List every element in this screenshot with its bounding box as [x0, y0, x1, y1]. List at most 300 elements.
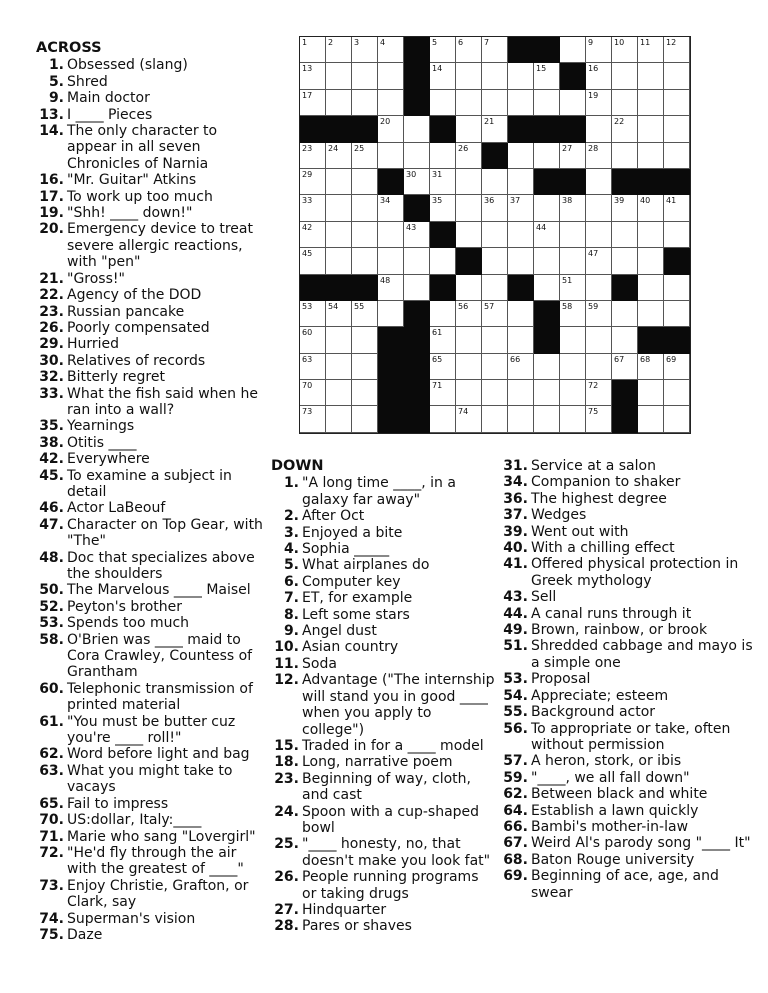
- grid-cell[interactable]: [300, 37, 326, 63]
- grid-cell[interactable]: [430, 354, 456, 380]
- clue-text: A canal runs through it: [531, 605, 692, 622]
- grid-cell[interactable]: [430, 169, 456, 195]
- grid-cell[interactable]: [352, 143, 378, 169]
- clue-number: 34.: [503, 474, 528, 491]
- clue-number: 12.: [274, 672, 299, 689]
- clue-text: Shred: [67, 73, 108, 90]
- cell-number: 74: [458, 407, 469, 417]
- down-clue: [271, 623, 496, 639]
- grid-cell[interactable]: [430, 143, 456, 169]
- down-clue: [500, 770, 762, 786]
- clue-number: 62.: [503, 786, 528, 803]
- cell-number: 60: [302, 328, 313, 338]
- grid-cell[interactable]: [638, 380, 664, 406]
- grid-cell[interactable]: [586, 90, 612, 116]
- grid-cell[interactable]: [378, 37, 404, 63]
- across-clues: [36, 40, 268, 943]
- grid-cell[interactable]: [586, 222, 612, 248]
- cell-number: 15: [536, 64, 547, 74]
- grid-cell[interactable]: [586, 37, 612, 63]
- grid-cell[interactable]: [482, 116, 508, 142]
- grid-cell[interactable]: [456, 406, 482, 432]
- grid-cell[interactable]: [300, 301, 326, 327]
- down-clue: [271, 836, 496, 869]
- grid-cell[interactable]: [456, 37, 482, 63]
- grid-cell[interactable]: [534, 143, 560, 169]
- grid-cell[interactable]: [560, 406, 586, 432]
- black-square: [404, 195, 430, 221]
- grid-cell[interactable]: [456, 275, 482, 301]
- cell-number: 2: [328, 38, 334, 47]
- down-clue: [271, 804, 496, 837]
- grid-cell[interactable]: [560, 275, 586, 301]
- clue-text: Traded in for a ____ model: [302, 737, 484, 754]
- grid-cell[interactable]: [664, 37, 690, 63]
- grid-cell[interactable]: [456, 63, 482, 89]
- grid-cell[interactable]: [482, 354, 508, 380]
- down-clue: [500, 786, 762, 802]
- grid-cell[interactable]: [378, 90, 404, 116]
- grid-cell[interactable]: [482, 301, 508, 327]
- grid-cell[interactable]: [638, 354, 664, 380]
- grid-cell[interactable]: [612, 327, 638, 353]
- clue-text: Doc that specializes above the shoulders: [67, 549, 255, 582]
- down-clue: [271, 525, 496, 541]
- across-clue: [36, 271, 268, 287]
- grid-cell[interactable]: [664, 354, 690, 380]
- down-clue: [271, 508, 496, 524]
- clue-number: 5.: [283, 557, 299, 574]
- grid-cell[interactable]: [430, 380, 456, 406]
- clue-text: Spends too much: [67, 615, 190, 632]
- grid-cell[interactable]: [456, 222, 482, 248]
- grid-cell[interactable]: [664, 222, 690, 248]
- down-clue: [500, 704, 762, 720]
- grid-cell[interactable]: [638, 406, 664, 432]
- grid-cell[interactable]: [638, 63, 664, 89]
- clue-text: Relatives of records: [67, 352, 206, 369]
- grid-cell[interactable]: [560, 37, 586, 63]
- clue-number: 4.: [283, 541, 299, 558]
- grid-cell[interactable]: [638, 116, 664, 142]
- grid-cell[interactable]: [326, 63, 352, 89]
- clue-text: Long, narrative poem: [302, 754, 453, 771]
- clue-number: 11.: [274, 655, 299, 672]
- grid-cell[interactable]: [534, 354, 560, 380]
- grid-cell[interactable]: [326, 195, 352, 221]
- cell-number: 28: [588, 143, 599, 153]
- grid-cell[interactable]: [378, 195, 404, 221]
- grid-cell[interactable]: [586, 116, 612, 142]
- grid-cell[interactable]: [430, 406, 456, 432]
- grid-cell[interactable]: [300, 327, 326, 353]
- grid-cell[interactable]: [378, 63, 404, 89]
- grid-cell[interactable]: [482, 406, 508, 432]
- grid-cell[interactable]: [482, 90, 508, 116]
- clue-text: What the fish said when he ran into a wall?: [67, 385, 258, 418]
- grid-cell[interactable]: [404, 143, 430, 169]
- grid-cell[interactable]: [508, 380, 534, 406]
- grid-cell[interactable]: [664, 380, 690, 406]
- grid-cell[interactable]: [534, 275, 560, 301]
- grid-cell[interactable]: [456, 354, 482, 380]
- grid-cell[interactable]: [352, 195, 378, 221]
- grid-cell[interactable]: [404, 169, 430, 195]
- grid-cell[interactable]: [508, 195, 534, 221]
- grid-cell[interactable]: [352, 248, 378, 274]
- black-square: [378, 354, 404, 380]
- grid-cell[interactable]: [482, 222, 508, 248]
- grid-cell[interactable]: [404, 222, 430, 248]
- grid-cell[interactable]: [612, 248, 638, 274]
- clue-number: 69.: [503, 868, 528, 885]
- down-clue: [271, 754, 496, 770]
- black-square: [430, 116, 456, 142]
- clue-number: 70.: [39, 812, 64, 829]
- grid-cell[interactable]: [456, 195, 482, 221]
- grid-cell[interactable]: [638, 301, 664, 327]
- grid-cell[interactable]: [430, 248, 456, 274]
- grid-cell[interactable]: [456, 90, 482, 116]
- black-square: [612, 406, 638, 432]
- grid-cell[interactable]: [560, 195, 586, 221]
- clue-text: Agency of the DOD: [67, 287, 202, 304]
- grid-cell[interactable]: [638, 222, 664, 248]
- grid-cell[interactable]: [300, 63, 326, 89]
- grid-cell[interactable]: [664, 116, 690, 142]
- clue-number: 33.: [39, 385, 64, 402]
- grid-cell[interactable]: [534, 248, 560, 274]
- grid-cell[interactable]: [352, 37, 378, 63]
- grid-cell[interactable]: [430, 37, 456, 63]
- clue-text: Pares or shaves: [302, 918, 412, 935]
- clue-text: Proposal: [531, 671, 591, 688]
- cell-number: 45: [302, 249, 313, 259]
- clue-text: Peyton's brother: [67, 598, 182, 615]
- clue-number: 74.: [39, 910, 64, 927]
- grid-cell[interactable]: [482, 327, 508, 353]
- clue-number: 31.: [503, 458, 528, 474]
- grid-cell[interactable]: [612, 116, 638, 142]
- black-square: [404, 327, 430, 353]
- grid-cell[interactable]: [352, 327, 378, 353]
- grid-cell[interactable]: [378, 275, 404, 301]
- grid-cell[interactable]: [560, 248, 586, 274]
- black-square: [378, 169, 404, 195]
- grid-cell[interactable]: [534, 222, 560, 248]
- grid-cell[interactable]: [560, 222, 586, 248]
- grid-cell[interactable]: [508, 406, 534, 432]
- grid-cell[interactable]: [352, 406, 378, 432]
- cell-number: 55: [354, 301, 365, 311]
- grid-cell[interactable]: [300, 354, 326, 380]
- cell-number: 24: [328, 143, 339, 153]
- grid-cell[interactable]: [326, 327, 352, 353]
- grid-cell[interactable]: [326, 354, 352, 380]
- clue-text: Character on Top Gear, with "The": [67, 516, 263, 550]
- grid-cell[interactable]: [560, 354, 586, 380]
- cell-number: 25: [354, 143, 365, 153]
- grid-cell[interactable]: [586, 354, 612, 380]
- grid-cell[interactable]: [560, 143, 586, 169]
- grid-cell[interactable]: [560, 380, 586, 406]
- grid-cell[interactable]: [404, 116, 430, 142]
- grid-cell[interactable]: [612, 195, 638, 221]
- grid-cell[interactable]: [534, 406, 560, 432]
- grid-cell[interactable]: [326, 248, 352, 274]
- grid-cell[interactable]: [560, 301, 586, 327]
- grid-cell[interactable]: [430, 90, 456, 116]
- clue-number: 45.: [39, 467, 64, 484]
- black-square: [352, 275, 378, 301]
- clue-text: The highest degree: [531, 490, 667, 507]
- grid-cell[interactable]: [508, 301, 534, 327]
- grid-cell[interactable]: [482, 275, 508, 301]
- grid-cell[interactable]: [430, 301, 456, 327]
- cell-number: 67: [614, 354, 625, 364]
- grid-cell[interactable]: [326, 406, 352, 432]
- clue-number: 50.: [39, 582, 64, 599]
- black-square: [534, 301, 560, 327]
- grid-cell[interactable]: [534, 195, 560, 221]
- grid-cell[interactable]: [352, 169, 378, 195]
- grid-cell[interactable]: [456, 143, 482, 169]
- grid-cell[interactable]: [300, 143, 326, 169]
- grid-cell[interactable]: [482, 63, 508, 89]
- grid-cell[interactable]: [430, 63, 456, 89]
- cell-number: 53: [302, 301, 313, 311]
- grid-cell[interactable]: [326, 143, 352, 169]
- grid-cell[interactable]: [326, 90, 352, 116]
- across-clue: [36, 336, 268, 352]
- black-square: [300, 275, 326, 301]
- grid-cell[interactable]: [456, 380, 482, 406]
- grid-cell[interactable]: [326, 37, 352, 63]
- grid-cell[interactable]: [300, 195, 326, 221]
- grid-cell[interactable]: [560, 90, 586, 116]
- grid-cell[interactable]: [456, 327, 482, 353]
- grid-cell[interactable]: [404, 275, 430, 301]
- grid-cell[interactable]: [534, 63, 560, 89]
- clue-number: 43.: [503, 589, 528, 606]
- clue-text: Poorly compensated: [67, 319, 210, 336]
- clue-number: 17.: [39, 188, 64, 205]
- grid-cell[interactable]: [300, 222, 326, 248]
- black-square: [612, 275, 638, 301]
- across-clue: [36, 386, 268, 419]
- grid-cell[interactable]: [534, 380, 560, 406]
- grid-cell[interactable]: [664, 406, 690, 432]
- cell-number: 43: [406, 222, 417, 232]
- black-square: [456, 248, 482, 274]
- grid-cell[interactable]: [300, 380, 326, 406]
- grid-cell[interactable]: [300, 90, 326, 116]
- grid-cell[interactable]: [638, 37, 664, 63]
- clue-text: "He'd fly through the air with the greatest of ____": [67, 844, 244, 878]
- grid-cell[interactable]: [456, 116, 482, 142]
- grid-cell[interactable]: [612, 37, 638, 63]
- cell-number: 31: [432, 169, 443, 179]
- clue-number: 64.: [503, 802, 528, 819]
- grid-cell[interactable]: [352, 63, 378, 89]
- grid-cell[interactable]: [534, 90, 560, 116]
- grid-cell[interactable]: [352, 354, 378, 380]
- down-clue: [271, 607, 496, 623]
- grid-cell[interactable]: [586, 248, 612, 274]
- grid-cell[interactable]: [508, 248, 534, 274]
- clue-number: 29.: [39, 336, 64, 353]
- cell-number: 63: [302, 354, 313, 364]
- grid-cell[interactable]: [378, 222, 404, 248]
- grid-cell[interactable]: [378, 301, 404, 327]
- grid-cell[interactable]: [378, 116, 404, 142]
- grid-cell[interactable]: [638, 275, 664, 301]
- grid-cell[interactable]: [612, 301, 638, 327]
- grid-cell[interactable]: [326, 169, 352, 195]
- clue-number: 23.: [39, 303, 64, 320]
- clue-number: 66.: [503, 818, 528, 835]
- grid-cell[interactable]: [482, 37, 508, 63]
- grid-cell[interactable]: [352, 380, 378, 406]
- grid-cell[interactable]: [482, 169, 508, 195]
- grid-cell[interactable]: [430, 195, 456, 221]
- grid-cell[interactable]: [612, 63, 638, 89]
- grid-cell[interactable]: [352, 222, 378, 248]
- clue-number: 3.: [283, 524, 299, 541]
- grid-cell[interactable]: [638, 248, 664, 274]
- clue-number: 39.: [503, 523, 528, 540]
- grid-cell[interactable]: [482, 195, 508, 221]
- grid-cell[interactable]: [612, 354, 638, 380]
- grid-cell[interactable]: [456, 169, 482, 195]
- grid-cell[interactable]: [586, 63, 612, 89]
- grid-cell[interactable]: [586, 406, 612, 432]
- cell-number: 3: [354, 38, 360, 47]
- grid-cell[interactable]: [560, 327, 586, 353]
- grid-cell[interactable]: [456, 301, 482, 327]
- grid-cell[interactable]: [352, 301, 378, 327]
- grid-cell[interactable]: [300, 406, 326, 432]
- grid-cell[interactable]: [664, 275, 690, 301]
- grid-cell[interactable]: [638, 90, 664, 116]
- clue-number: 20.: [39, 221, 64, 238]
- clue-text: With a chilling effect: [531, 540, 675, 557]
- grid-cell[interactable]: [586, 143, 612, 169]
- clue-number: 41.: [503, 556, 528, 573]
- grid-cell[interactable]: [378, 248, 404, 274]
- grid-cell[interactable]: [586, 195, 612, 221]
- grid-cell[interactable]: [664, 143, 690, 169]
- grid-cell[interactable]: [352, 90, 378, 116]
- grid-cell[interactable]: [508, 90, 534, 116]
- cell-number: 51: [562, 275, 573, 285]
- clue-number: 13.: [39, 106, 64, 123]
- across-clue: [36, 418, 268, 434]
- cell-number: 48: [380, 275, 391, 285]
- grid-cell[interactable]: [664, 63, 690, 89]
- cell-number: 4: [380, 38, 386, 47]
- grid-cell[interactable]: [612, 222, 638, 248]
- grid-cell[interactable]: [508, 327, 534, 353]
- grid-cell[interactable]: [638, 143, 664, 169]
- grid-cell[interactable]: [586, 380, 612, 406]
- clue-text: Daze: [67, 926, 103, 943]
- down-clue: [500, 835, 762, 851]
- across-clue: [36, 615, 268, 631]
- clue-number: 26.: [274, 869, 299, 886]
- grid-cell[interactable]: [508, 354, 534, 380]
- clue-text: To work up too much: [67, 188, 213, 205]
- cell-number: 19: [588, 90, 599, 100]
- grid-cell[interactable]: [664, 195, 690, 221]
- grid-cell[interactable]: [586, 275, 612, 301]
- down-clue: [500, 819, 762, 835]
- grid-cell[interactable]: [326, 301, 352, 327]
- clue-number: 40.: [503, 540, 528, 557]
- black-square: [430, 275, 456, 301]
- grid-cell[interactable]: [482, 380, 508, 406]
- cell-number: 33: [302, 196, 313, 206]
- grid-cell[interactable]: [404, 248, 430, 274]
- clue-number: 53.: [503, 671, 528, 688]
- grid-cell[interactable]: [586, 327, 612, 353]
- grid-cell[interactable]: [378, 143, 404, 169]
- cell-number: 41: [666, 196, 677, 206]
- grid-cell[interactable]: [586, 301, 612, 327]
- grid-cell[interactable]: [508, 63, 534, 89]
- down-clue: [500, 540, 762, 556]
- clue-text: Actor LaBeouf: [67, 500, 166, 517]
- cell-number: 58: [562, 301, 573, 311]
- clue-text: Superman's vision: [67, 910, 196, 927]
- black-square: [638, 169, 664, 195]
- grid-cell[interactable]: [612, 90, 638, 116]
- clue-number: 36.: [503, 490, 528, 507]
- across-clue: [36, 714, 268, 747]
- cell-number: 70: [302, 381, 313, 391]
- clue-text: US:dollar, Italy:____: [67, 812, 202, 829]
- clue-number: 46.: [39, 500, 64, 517]
- grid-cell[interactable]: [482, 248, 508, 274]
- black-square: [560, 169, 586, 195]
- clue-text: Sell: [531, 589, 557, 606]
- clue-text: Asian country: [302, 639, 399, 656]
- grid-cell[interactable]: [664, 90, 690, 116]
- grid-cell[interactable]: [430, 327, 456, 353]
- grid-cell[interactable]: [586, 169, 612, 195]
- down-clue: [500, 458, 762, 474]
- grid-cell[interactable]: [508, 143, 534, 169]
- cell-number: 34: [380, 196, 391, 206]
- down-clue: [500, 688, 762, 704]
- clue-number: 73.: [39, 877, 64, 894]
- grid-cell[interactable]: [326, 222, 352, 248]
- grid-cell[interactable]: [300, 248, 326, 274]
- grid-cell[interactable]: [300, 169, 326, 195]
- across-clue: [36, 550, 268, 583]
- clue-number: 54.: [503, 687, 528, 704]
- grid-cell[interactable]: [508, 222, 534, 248]
- cell-number: 57: [484, 301, 495, 311]
- grid-cell[interactable]: [508, 169, 534, 195]
- down-clue: [271, 672, 496, 738]
- black-square: [612, 169, 638, 195]
- grid-cell[interactable]: [612, 143, 638, 169]
- grid-cell[interactable]: [664, 301, 690, 327]
- cell-number: 61: [432, 328, 443, 338]
- grid-cell[interactable]: [326, 380, 352, 406]
- grid-cell[interactable]: [638, 195, 664, 221]
